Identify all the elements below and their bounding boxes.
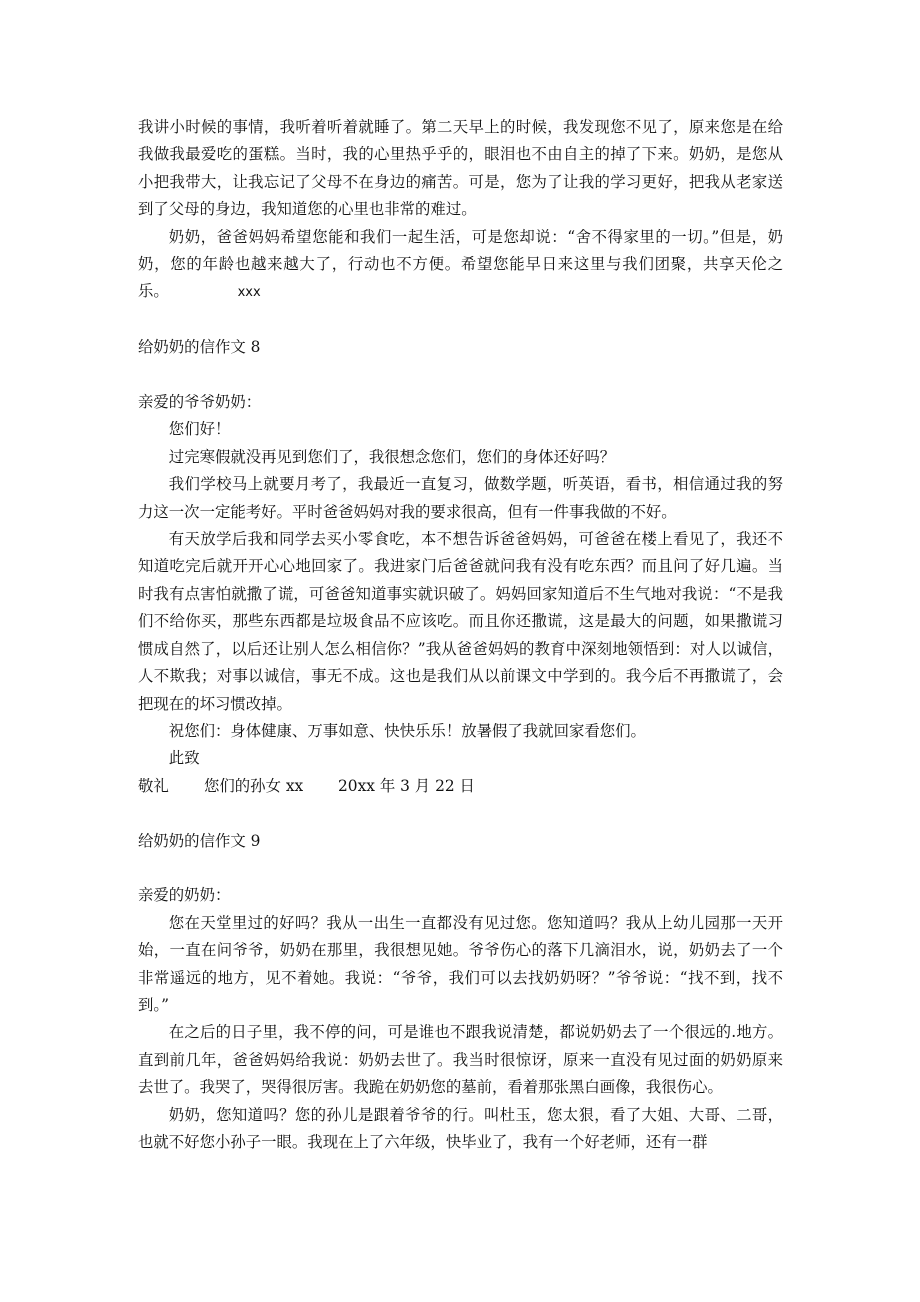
section8-title: 给奶奶的信作文 8	[138, 338, 261, 357]
section9-salutation: 亲爱的奶奶：	[138, 886, 231, 905]
section8-regards: 敬礼	[138, 776, 169, 795]
section7-signature: xxx	[237, 285, 261, 301]
section8-sign-row	[138, 773, 783, 800]
section9-title: 给奶奶的信作文 9	[138, 831, 261, 850]
section8-date: 20xx 年 3 月 22 日	[338, 776, 475, 795]
section8-paragraph-3: 有天放学后我和同学去买小零食吃，本不想告诉爸爸妈妈，可爸爸在楼上看见了，我还不知道吃完后就开开心心地回家了。我进家门后爸爸就问我有没有吃东西？而且问了好几遍。当时我有点害怕就撒了谎，可爸爸知道事实就识破了。妈妈回家知道后不生气地对我说：“不是我们不给你买，那些东西都是垃圾食品不应该吃。而且你还撒谎，这是最大的问题，如果撒谎习惯成自然了，以后还让别人怎么相信你？”我从爸爸妈妈的教育中深刻地领悟到：对人以诚信，人不欺我；对事以诚信，事无不成。这也是我们从以前课文中学到的。我今后不再撒谎了，会把现在的坏习惯改掉。	[138, 530, 783, 713]
spacer	[138, 307, 783, 334]
section9-paragraph-1: 您在天堂里过的好吗？我从一出生一直都没有见过您。您知道吗？我从上幼儿园那一天开始，一直在问爷爷，奶奶在那里，我很想见她。爷爷伤心的落下几滴泪水，说，奶奶去了一个非常遥远的地方，见不着她。我说：“爷爷，我们可以去找奶奶呀？”爷爷说：“找不到，找不到。”	[138, 913, 783, 1014]
section8-paragraph-2: 我们学校马上就要月考了，我最近一直复习，做数学题，听英语，看书，相信通过我的努力这一次一定能考好。平时爸爸妈妈对我的要求很高，但有一件事我做的不好。	[138, 475, 783, 521]
spacer	[138, 855, 783, 882]
spacer	[138, 800, 783, 827]
section8-paragraph-1: 过完寒假就没再见到您们了，我很想念您们，您们的身体还好吗？	[168, 447, 616, 466]
section7-paragraph-2-text: 奶奶，爸爸妈妈希望您能和我们一起生活，可是您却说：“舍不得家里的一切。”但是，奶奶，您的年龄也越来越大了，行动也不方便。希望您能早日来这里与我们团聚，共享天伦之乐。	[138, 227, 783, 301]
section7-paragraph-2	[138, 224, 783, 307]
section9-paragraph-3: 奶奶，您知道吗？您的孙儿是跟着爷爷的行。叫杜玉，您太狠，看了大姐、大哥、二哥，也就不好您小孙子一眼。我现在上了六年级，快毕业了，我有一个好老师，还有一群	[138, 1105, 783, 1151]
spacer	[138, 362, 783, 389]
section8-closing: 此致	[168, 749, 200, 768]
letter-page	[138, 114, 783, 1156]
section7-paragraph-1: 我讲小时候的事情，我听着听着就睡了。第二天早上的时候，我发现您不见了，原来您是在给我做我最爱吃的蛋糕。当时，我的心里热乎乎的，眼泪也不由自主的掉了下来。奶奶，是您从小把我带大，让我忘记了父母不在身边的痛苦。可是，您为了让我的学习更好，把我从老家送到了父母的身边，我知道您的心里也非常的难过。	[138, 118, 783, 219]
section8-greeting: 您们好！	[168, 420, 231, 439]
section8-paragraph-4: 祝您们：身体健康、万事如意、快快乐乐！放暑假了我就回家看您们。	[168, 721, 646, 740]
section9-paragraph-2: 在之后的日子里，我不停的问，可是谁也不跟我说清楚，都说奶奶去了一个很远的.地方。直到前几年，爸爸妈妈给我说：奶奶去世了。我当时很惊讶，原来一直没有见过面的奶奶原来去世了。我哭了，哭得很厉害。我跪在奶奶您的墓前，看着那张黑白画像，我很伤心。	[138, 1023, 783, 1097]
section8-salutation: 亲爱的爷爷奶奶：	[138, 393, 262, 412]
section8-signer: 您们的孙女 xx	[204, 776, 304, 795]
